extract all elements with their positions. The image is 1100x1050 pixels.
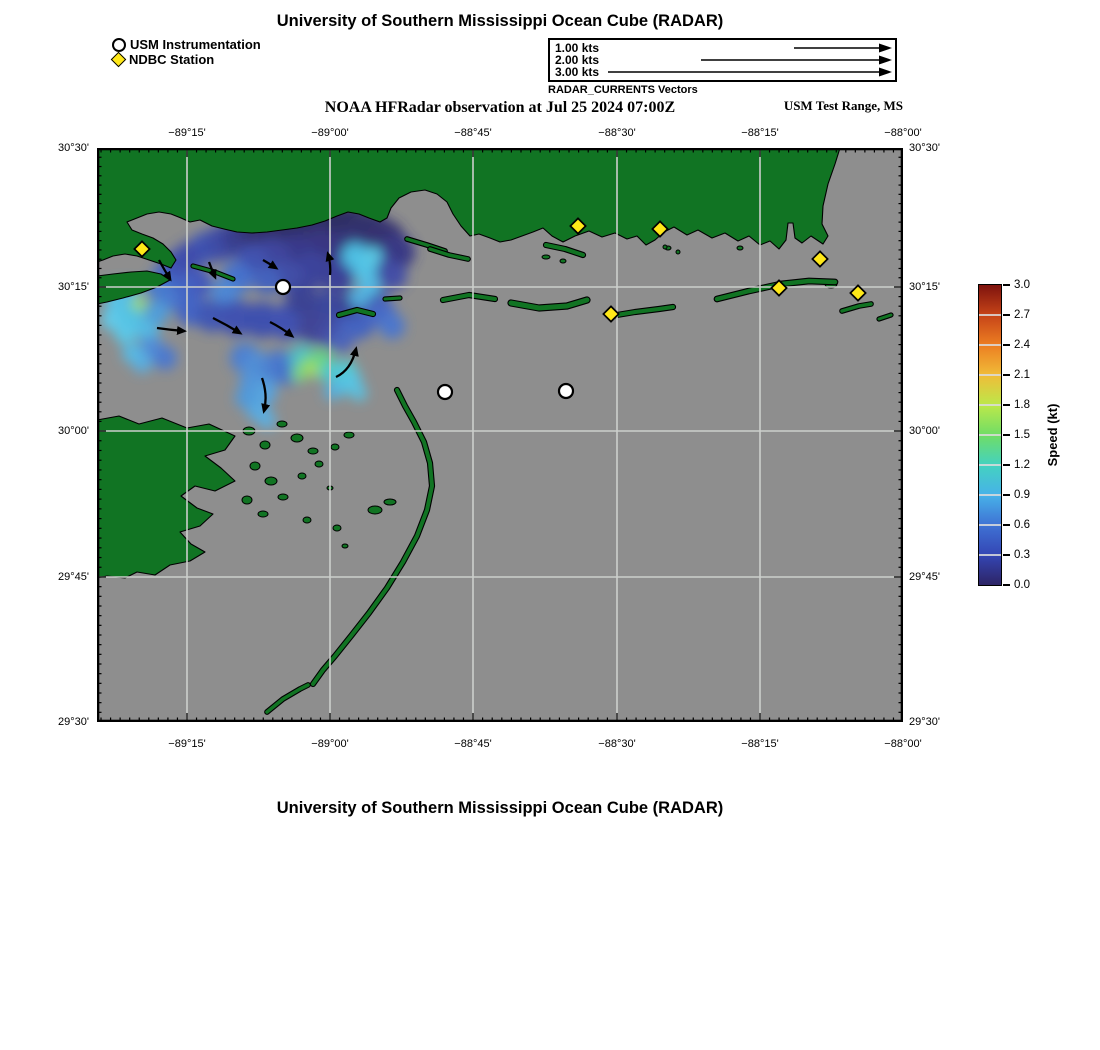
legend-label: USM Instrumentation — [130, 37, 261, 52]
vector-scale-label-2: 2.00 kts — [555, 53, 600, 67]
colorbar-tick-label: 1.2 — [1014, 459, 1030, 471]
islet — [291, 434, 303, 442]
range-label: USM Test Range, MS — [783, 98, 903, 113]
y-axis-tick-label: 29°30' — [909, 716, 940, 728]
y-axis-tick-label: 30°30' — [58, 142, 89, 154]
x-axis-tick-label: −88°30' — [598, 738, 636, 750]
colorbar-axis-label: Speed (kt) — [1045, 403, 1060, 467]
colorbar-gridline — [979, 434, 1001, 436]
islet — [250, 462, 260, 470]
colorbar-tick-label: 0.3 — [1014, 549, 1030, 561]
vector-scale-caption: RADAR_CURRENTS Vectors — [548, 84, 698, 96]
map-plot-area — [97, 148, 903, 722]
colorbar-tick — [1003, 464, 1010, 465]
islet — [384, 499, 396, 505]
x-axis-labels-top — [97, 127, 922, 141]
vector-scale-label-3: 3.00 kts — [555, 65, 600, 79]
x-axis-tick-label: −88°15' — [741, 738, 779, 750]
y-axis-tick-label: 30°15' — [909, 281, 940, 293]
usm-instrumentation-marker — [438, 385, 452, 399]
x-axis-tick-label: −88°15' — [741, 127, 779, 139]
colorbar-gridline — [979, 494, 1001, 496]
islet — [331, 444, 339, 450]
vector-scale-box — [548, 38, 897, 82]
islet — [242, 496, 252, 504]
vector-scale-label-1: 1.00 kts — [555, 41, 600, 55]
islet — [298, 473, 306, 479]
y-axis-tick-label: 30°00' — [909, 425, 940, 437]
islet — [258, 511, 268, 517]
legend-label: NDBC Station — [129, 52, 215, 67]
colorbar-tick-label: 3.0 — [1014, 279, 1030, 291]
x-axis-tick-label: −89°00' — [311, 127, 349, 139]
footer-title: University of Southern Mississippi Ocean Cube (RADAR) — [276, 799, 724, 817]
colorbar-gridline — [979, 314, 1001, 316]
observation-subtitle: NOAA HFRadar observation at Jul 25 2024 07:00Z — [324, 99, 676, 116]
islet — [303, 517, 311, 523]
colorbar-tick — [1003, 374, 1010, 375]
legend-item-ndbc — [112, 52, 261, 67]
colorbar-tick — [1003, 314, 1010, 315]
x-axis-tick-label: −88°00' — [884, 738, 922, 750]
colorbar-tick — [1003, 584, 1010, 585]
usm-circle-icon — [112, 38, 126, 52]
islet — [265, 477, 277, 485]
x-axis-tick-label: −88°30' — [598, 127, 636, 139]
colorbar-gridline — [979, 524, 1001, 526]
ndbc-diamond-icon — [111, 52, 127, 68]
y-axis-tick-label: 30°30' — [909, 142, 940, 154]
islet — [342, 544, 348, 548]
x-axis-tick-label: −88°45' — [454, 738, 492, 750]
y-axis-tick-label: 29°30' — [58, 716, 89, 728]
islet — [278, 494, 288, 500]
islet — [663, 245, 667, 249]
colorbar-tick — [1003, 404, 1010, 405]
colorbar-gridline — [979, 464, 1001, 466]
colorbar-tick-label: 0.9 — [1014, 489, 1030, 501]
y-axis-tick-label: 30°00' — [58, 425, 89, 437]
colorbar-tick — [1003, 344, 1010, 345]
y-axis-tick-label: 29°45' — [909, 571, 940, 583]
x-axis-labels-bottom — [97, 738, 922, 752]
colorbar-tick — [1003, 434, 1010, 435]
y-axis-labels-right — [909, 142, 969, 728]
islet — [333, 525, 341, 531]
colorbar-tick-label: 2.1 — [1014, 369, 1030, 381]
vector-scale-arrows — [550, 40, 895, 80]
islet — [344, 432, 354, 438]
islet — [560, 259, 566, 263]
islet — [260, 441, 270, 449]
islet — [315, 461, 323, 467]
colorbar-tick — [1003, 494, 1010, 495]
x-axis-tick-label: −89°15' — [168, 127, 206, 139]
y-axis-tick-label: 30°15' — [58, 281, 89, 293]
islet — [368, 506, 382, 514]
marker-legend — [112, 37, 261, 67]
islet — [308, 448, 318, 454]
x-axis-tick-label: −88°00' — [884, 127, 922, 139]
usm-instrumentation-marker — [559, 384, 573, 398]
islet — [542, 255, 550, 259]
colorbar-tick-label: 0.0 — [1014, 579, 1030, 591]
colorbar-tick-label: 2.7 — [1014, 309, 1030, 321]
colorbar-tick — [1003, 524, 1010, 525]
colorbar-tick — [1003, 284, 1010, 285]
colorbar-tick-label: 1.5 — [1014, 429, 1030, 441]
colorbar-gridline — [979, 404, 1001, 406]
y-axis-tick-label: 29°45' — [58, 571, 89, 583]
x-axis-tick-label: −88°45' — [454, 127, 492, 139]
islet — [676, 250, 680, 254]
colorbar-gridline — [979, 374, 1001, 376]
page-title: University of Southern Mississippi Ocean Cube (RADAR) — [276, 12, 724, 30]
colorbar-tick-label: 1.8 — [1014, 399, 1030, 411]
barrier-island — [385, 298, 400, 299]
colorbar-tick-label: 0.6 — [1014, 519, 1030, 531]
islet — [737, 246, 743, 250]
y-axis-labels-left — [0, 142, 93, 728]
usm-instrumentation-marker — [276, 280, 290, 294]
colorbar — [979, 279, 1030, 591]
colorbar-tick-label: 2.4 — [1014, 339, 1030, 351]
map-canvas — [97, 148, 903, 722]
x-axis-tick-label: −89°00' — [311, 738, 349, 750]
colorbar-tick — [1003, 554, 1010, 555]
islet — [277, 421, 287, 427]
colorbar-gridline — [979, 344, 1001, 346]
legend-item-usm — [112, 37, 261, 52]
x-axis-tick-label: −89°15' — [168, 738, 206, 750]
colorbar-gridline — [979, 554, 1001, 556]
